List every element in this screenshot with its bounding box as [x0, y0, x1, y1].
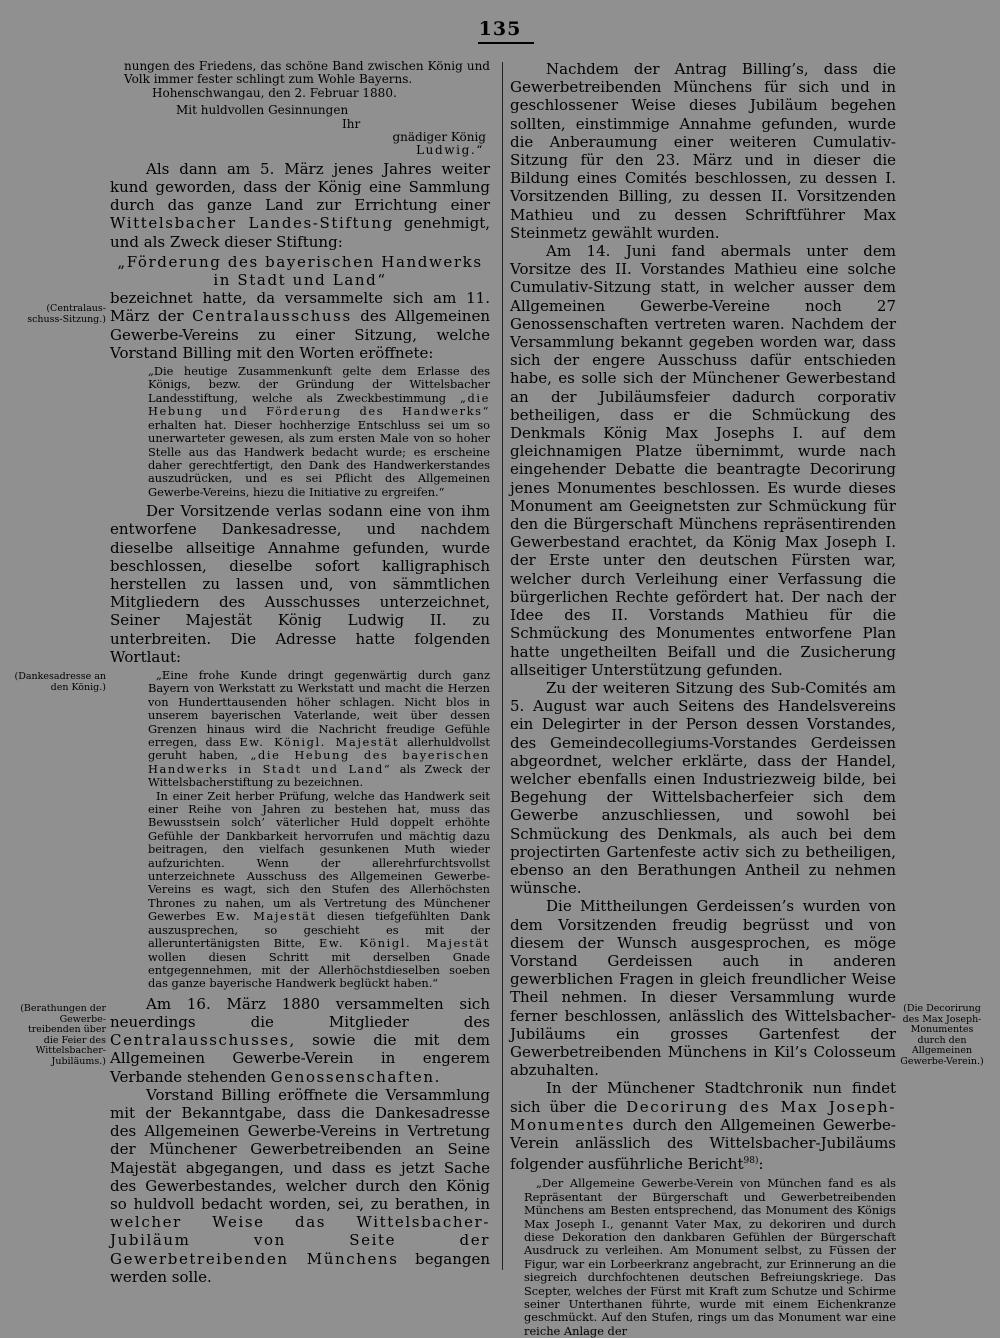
- paragraph-versammlung-16-maerz: Am 16. März 1880 versammelten sich neuerdings die Mitglieder des Centralausschusses, sowie die mit dem Allgemeinen Gewerbe-Verein in engerem Verbande stehenden Genossenschaften.: [110, 994, 490, 1086]
- quote-chronik: [510, 1177, 896, 1338]
- left-column: [110, 60, 490, 1286]
- page-number: 135: [478, 18, 522, 40]
- column-divider: [502, 62, 503, 1270]
- margin-note-dankesadresse: (Dankesadresse an den König.): [14, 671, 106, 693]
- margin-note-decorirung: (Die Decorirung des Max Joseph-Monumentes durch den Allgemeinen Gewerbe-Verein.): [900, 1003, 984, 1067]
- motto-line-1: „Förderung des bayerischen Handwerks: [117, 252, 483, 271]
- letter-king: gnädiger König: [392, 130, 486, 145]
- quote-address: [110, 669, 490, 991]
- quote-billing-opening: [110, 365, 490, 499]
- margin-note-berathungen: (Berathungen der Gewerbe-treibenden über die Feier des Wittelsbacher-Jubiläums.): [20, 1003, 106, 1067]
- margin-note-centralausschuss: (Centralaus-schuss-Sitzung.): [27, 303, 106, 325]
- footnote-marker[interactable]: 98): [743, 1156, 759, 1167]
- paragraph-dankesadresse: Der Vorsitzende verlas sodann eine von ihm entworfene Dankesadresse, und nachdem dieselbe allseitige Annahme gefunden, wurde beschlossen, dieselbe sofort kalligraphisch herstellen zu lassen und, von sämmtlichen Mitgliedern des Ausschusses unterzeichnet, Seiner Majestät König Ludwig II. zu unterbreiten. Die Adresse hatte folgenden Wortlaut:: [110, 502, 490, 666]
- paragraph-stadtchronik: In der Münchener Stadtchronik nun findet sich über die Decorirung des Max Joseph-Monumentes durch den Allgemeinen Gewerbe-Verein anlässlich des Wittelsbacher-Jubiläums folgender ausführliche Bericht$^{98)}$:: [510, 1079, 896, 1174]
- letter-end-text: nungen des Friedens, das schöne Band zwischen König und Volk immer fester schlingt zum Wohle Bayerns.: [124, 59, 490, 87]
- quote-chronik-text: „Der Allgemeine Gewerbe-Verein von München fand es als Repräsentant der Bürgerschaft und Gewerbetreibenden Münchens am Besten entsprechend, das Monument des Königs Max Joseph I., genannt Vater Max, zu dekoriren und durch diese Dekoration den dankbaren Gefühlen der Bürgerschaft Ausdruck zu verleihen. Am Monument selbst, zu Füssen der Figur, war ein Lorbeerkranz angebracht, zur Erinnerung an die siegreich durchfochtenen deutschen Befreiungskriege. Das Scepter, welches der Fürst mit Kraft zum Schutze und Schirme seiner Unterthanen führte, wurde mit einem Eichenkranze geschmückt. Auf den Stufen, rings um das Monument war eine reiche Anlage der: [524, 1176, 896, 1338]
- quote-address-p2: In einer Zeit herber Prüfung, welche das Handwerk seit einer Reihe von Jahren zu bestehen hat, muss das Bewusstsein solch’ väterlicher Huld doppelt erhöhte Gefühle der Dankbarkeit hervorrufen und mächtig dazu beitragen, den vielfach gesunkenen Muth wieder aufzurichten. Wenn der allerehrfurchtsvollst unterzeichnete Ausschuss des Allgemeinen Gewerbe-Vereins es wagt, sich den Stufen des Allerhöchsten Thrones zu nahen, um als Vertretung des Münchener Gewerbes Ew. Majestät diesen tiefgefühlten Dank auszusprechen, so geschieht es mit der alleruntertänigsten Bitte, Ew. Königl. Majestät wollen diesen Schritt mit derselben Gnade entgegennehmen, mit der Allerhöchstdieselben soeben das ganze bayerische Handwerk beglückt haben.“: [148, 788, 490, 991]
- letter-place-date: Hohenschwangau, den 2. Februar 1880.: [152, 85, 397, 100]
- paragraph-14-juni: Am 14. Juni fand abermals unter dem Vorsitze des II. Vorstandes Mathieu eine solche Cumulativ-Sitzung statt, in welcher ausser dem Allgemeinen Gewerbe-Vereine noch 27 Genossenschaften vertreten waren. Nachdem der Versammlung bekannt gegeben worden war, dass sich der engere Ausschuss dafür entschieden habe, es solle sich der Münchener Gewerbestand an der Jubiläumsfeier dadurch corporativ betheiligen, dass er die Schmückung des Denkmals König Max Josephs I. auf dem gleichnamigen Platze übernimmt, wurde nach eingehender Debatte die beantragte Decorirung jenes Monumentes beschlossen. Es wurde dieses Monument am Geeignetsten zur Schmückung für den die Bürgerschaft Münchens repräsentirenden Gewerbestand erachtet, da König Max Joseph I. der Erste unter den deutschen Fürsten war, welcher durch Verleihung einer Verfassung die bürgerlichen Rechte gefördert hat. Der nach der Idee des II. Vorstands Mathieu für die Schmückung des Monumentes entworfene Plan hatte ungetheilten Beifall und die Zusicherung allseitiger Unterstützung gefunden.: [510, 242, 896, 679]
- letter-greeting: Mit huldvollen Gesinnungen: [176, 103, 349, 118]
- letter-signature: Ludwig.“: [416, 143, 484, 158]
- paragraph-centralausschuss: bezeichnet hatte, da versammelte sich am 11. März der Centralausschuss des Allgemeinen Gewerbe-Vereins zu einer Sitzung, welche Vorstand Billing mit den Worten eröffnete:: [110, 289, 491, 362]
- page-number-rule: [478, 42, 534, 44]
- paragraph-gerdeissen: Die Mittheilungen Gerdeissen’s wurden von dem Vorsitzenden freudig begrüsst und von diesem der Wunsch ausgesprochen, es möge Vorstand Gerdeissen auch in anderen gewerblichen Fragen in gleich freundlicher Weise Theil nehmen. In dieser Versammlung wurde ferner beschlossen, anlässlich des Wittelsbacher-Jubiläums ein grosses Gartenfest der Gewerbetreibenden Münchens in Kil’s Colosseum abzuhalten.: [510, 897, 896, 1080]
- paragraph-sub-comite: Zu der weiteren Sitzung des Sub-Comités am 5. August war auch Seitens des Handelsvereins ein Delegirter in der Person dessen Vorstandes, des Gemeindecollegiums-Vorstandes Gerdeissen abgeordnet, welcher erklärte, dass der Handel, welcher ebenfalls einen Industriezweig bilde, bei Begehung der Wittelsbacherfeier sich dem Gewerbe anzuschliessen, und sowohl bei Schmückung des Denkmals, als auch bei dem projectirten Gartenfeste activ sich zu betheiligen, ebenso an den Berathungen Antheil zu nehmen wünsche.: [510, 678, 896, 898]
- letter-ihr: Ihr: [342, 116, 361, 131]
- right-column: [510, 60, 896, 1338]
- motto-line-2: in Stadt und Land“: [213, 271, 387, 290]
- paragraph-billing-eroeffnung: Vorstand Billing eröffnete die Versammlung mit der Bekanntgabe, dass die Dankesadresse des Allgemeinen Gewerbe-Vereins in Vertretung der Münchener Gewerbetreibenden an Seine Majestät abgegangen, und dass es jetzt Sache des Gewerbestandes, welcher durch den König so huldvoll bedacht worden, sei, zu berathen, in welcher Weise das Wittelsbacher-Jubiläum von Seite der Gewerbetreibenden Münchens begangen werden solle.: [110, 1085, 490, 1286]
- paragraph-antrag-billing: Nachdem der Antrag Billing’s, dass die Gewerbetreibenden Münchens für sich und in geschlossener Weise dieses Jubiläum begehen sollten, einstimmige Annahme gefunden, wurde die Anberaumung einer weiteren Cumulativ-Sitzung für den 23. März und in dieser die Bildung eines Comités beschlossen, zu dessen I. Vorsitzenden Billing, zu dessen II. Vorsitzenden Mathieu und zu dessen Schriftführer Max Steinmetz gewählt wurden.: [510, 60, 896, 242]
- quote-address-p1: „Eine frohe Kunde dringt gegenwärtig durch ganz Bayern von Werkstatt zu Werkstatt und macht die Herzen von Hunderttausenden höher schlagen. Nicht blos in unserem bayerischen Vaterlande, weit über dessen Grenzen hinaus wird die Nachricht freudige Gefühle erregen, dass Ew. Königl. Majestät allerhuldvollst geruht haben, „die Hebung des bayerischen Handwerks in Stadt und Land“ als Zweck der Wittelsbacherstiftung zu bezeichnen.: [148, 667, 490, 790]
- paragraph-stiftung: Als dann am 5. März jenes Jahres weiter kund geworden, dass der König eine Sammlung durch das ganze Land zur Errichtung einer Wittelsbacher Landes-Stiftung genehmigt, und als Zweck dieser Stiftung:: [110, 159, 490, 251]
- quote-billing-text: „Die heutige Zusammenkunft gelte dem Erlasse des Königs, bezw. der Gründung der Wittelsbacher Landesstiftung, welche als Zweckbestimmung „die Hebung und Förderung des Handwerks“ erhalten hat. Dieser hochherzige Entschluss sei um so unerwarteter gewesen, als zum ersten Male von so hoher Stelle aus das Handwerk bedacht wurde; es erscheine daher gerechtfertigt, den Dank des Handwerkerstandes auszudrücken, und es sei Pflicht des Allgemeinen Gewerbe-Vereins, hiezu die Initiative zu ergreifen.“: [148, 364, 490, 499]
- royal-letter-ending: [110, 60, 490, 158]
